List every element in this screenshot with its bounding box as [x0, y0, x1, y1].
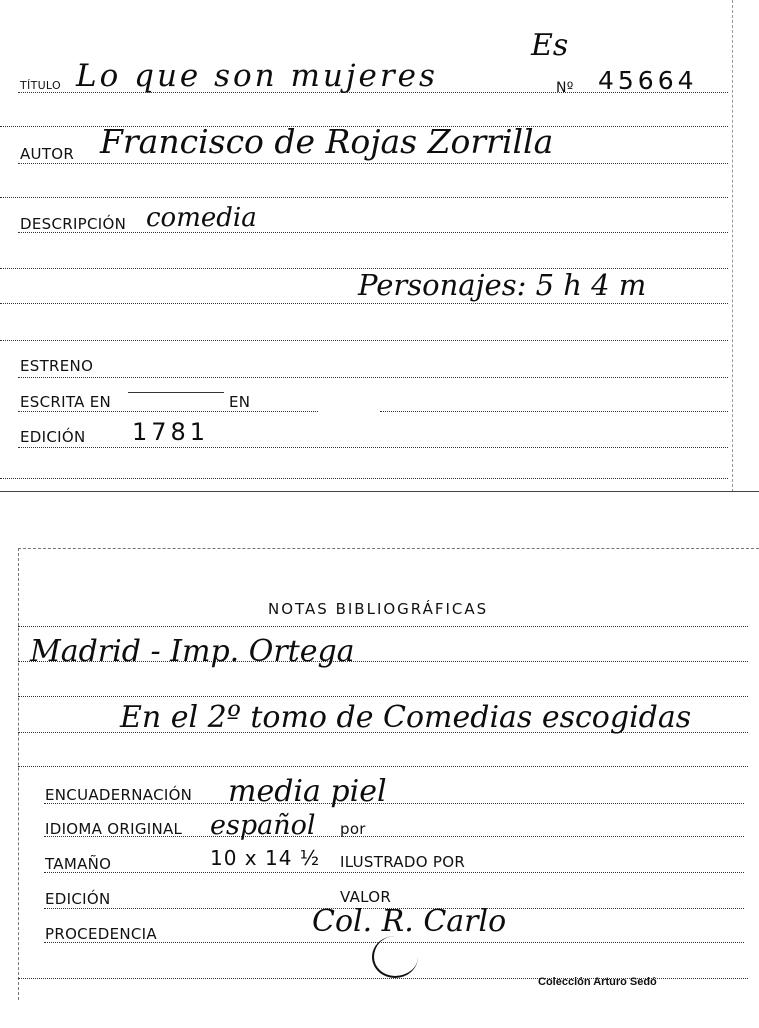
- card-edge-bottom: [0, 491, 759, 492]
- rule-6: [0, 478, 728, 479]
- rule-written: [18, 411, 318, 412]
- ink-loop-mark: [372, 936, 418, 978]
- catalog-card-front: [0, 0, 759, 492]
- rule-2: [0, 197, 728, 198]
- author-label: AUTOR: [20, 145, 75, 163]
- size-value: 10 x 14 ½: [210, 846, 321, 870]
- in-label: EN: [229, 393, 251, 411]
- by-label: por: [340, 820, 366, 838]
- written-in-label: ESCRITA EN: [20, 393, 112, 411]
- edition-label: EDICIÓN: [20, 428, 86, 446]
- number-value: 45664: [598, 66, 698, 95]
- rule-written-2: [380, 411, 728, 412]
- original-language-label: IDIOMA ORIGINAL: [45, 820, 183, 838]
- provenance-value: Col. R. Carlo: [312, 904, 507, 939]
- rule-5: [0, 340, 728, 341]
- rule-c: [18, 696, 748, 697]
- rule-e: [18, 766, 748, 767]
- edition-year-value: 1781: [132, 418, 210, 446]
- card-edge-right: [732, 0, 733, 492]
- rule-author: [18, 163, 728, 164]
- description-value: comedia: [146, 203, 257, 233]
- card-edge-left: [18, 548, 19, 1000]
- illustrated-by-label: ILUSTRADO POR: [340, 853, 466, 871]
- original-language-value: español: [210, 810, 316, 841]
- number-prefix-value: Es: [531, 28, 569, 63]
- rule-size: [44, 872, 744, 873]
- edition-label-back: EDICIÓN: [45, 890, 111, 908]
- rule-4: [0, 303, 728, 304]
- note-line-1: Madrid - Imp. Ortega: [30, 634, 355, 669]
- premiere-label: ESTRENO: [20, 357, 94, 375]
- author-value: Francisco de Rojas Zorrilla: [100, 122, 554, 161]
- catalog-card-back: [0, 548, 759, 1000]
- binding-value: media piel: [228, 774, 387, 809]
- rule-edition: [18, 447, 728, 448]
- characters-value: Personajes: 5 h 4 m: [358, 268, 647, 302]
- card-edge-top: [18, 548, 759, 549]
- rule-premiere: [18, 377, 728, 378]
- title-value: Lo que son mujeres: [76, 58, 438, 94]
- provenance-label: PROCEDENCIA: [45, 925, 157, 943]
- size-label: TAMAÑO: [45, 855, 112, 873]
- title-label: TÍTULO: [20, 79, 61, 92]
- note-line-2: En el 2º tomo de Comedias escogidas: [120, 700, 692, 735]
- rule-a: [18, 626, 748, 627]
- bibliographic-notes-heading: NOTAS BIBLIOGRÁFICAS: [268, 600, 489, 618]
- collection-footer: Colección Arturo Sedó: [538, 976, 657, 988]
- description-label: DESCRIPCIÓN: [20, 215, 127, 233]
- written-in-underline: [128, 392, 224, 393]
- number-label: Nº: [556, 80, 574, 96]
- binding-label: ENCUADERNACIÓN: [45, 786, 193, 804]
- value-label: VALOR: [340, 888, 392, 906]
